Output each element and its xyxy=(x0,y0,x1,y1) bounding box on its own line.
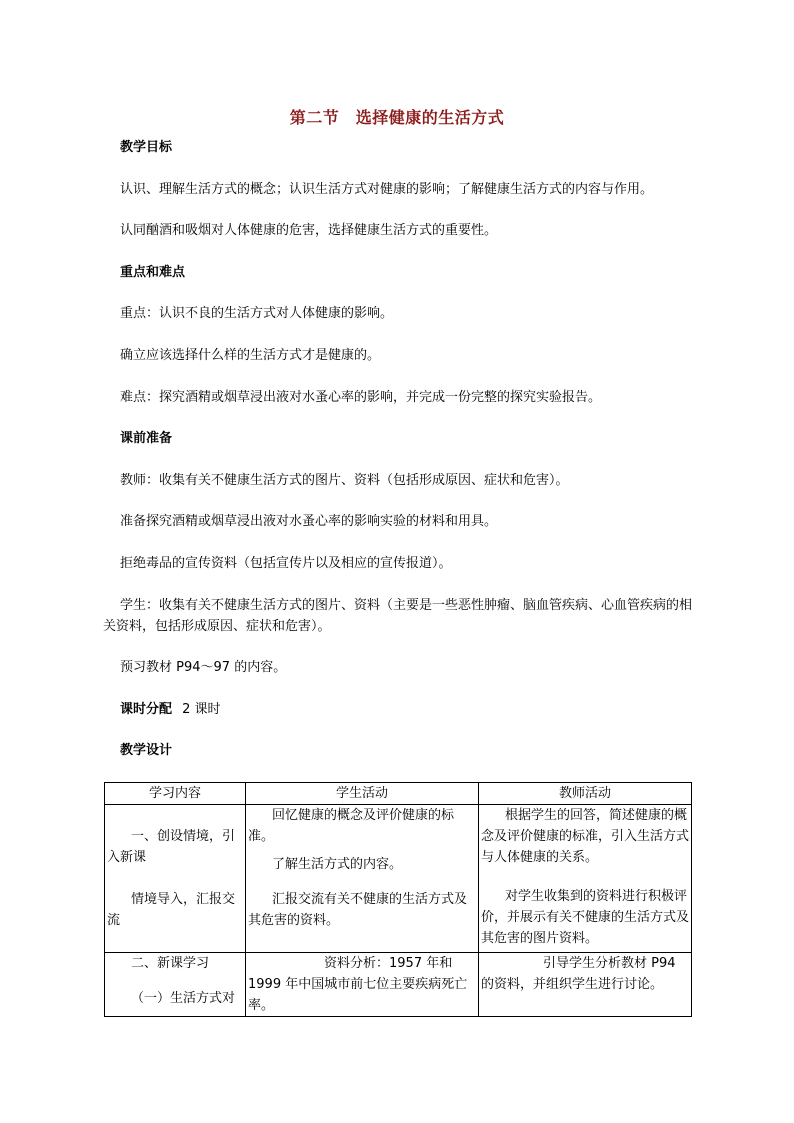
page-title: 第二节 选择健康的生活方式 xyxy=(289,108,505,127)
header-teacher: 教师活动 xyxy=(479,783,692,805)
row1-teacher-1: 根据学生的回答，简述健康的概念及评价健康的标准，引入生活方式与人体健康的关系。 xyxy=(481,808,690,865)
keypoint-paragraph-1: 重点：认识不良的生活方式对人体健康的影响。 xyxy=(120,306,394,321)
goals-paragraph-1: 认识、理解生活方式的概念；认识生活方式对健康的影响；了解健康生活方式的内容与作用。 xyxy=(120,182,654,197)
prep-paragraph-3: 拒绝毒品的宣传资料（包括宣传片以及相应的宣传报道）。 xyxy=(120,556,452,571)
hours-value: 2 课时 xyxy=(182,702,221,717)
design-heading: 教学设计 xyxy=(120,743,173,758)
goals-heading: 教学目标 xyxy=(120,140,173,155)
lesson-design-table xyxy=(104,782,692,1017)
table-row xyxy=(105,805,692,953)
keypoint-paragraph-3: 难点：探究酒精或烟草浸出液对水蚤心率的影响，并完成一份完整的探究实验报告。 xyxy=(120,390,602,405)
row1-student-cell xyxy=(246,805,479,953)
prep-paragraph-5: 预习教材 P94～97 的内容。 xyxy=(120,660,287,675)
row1-student-1: 回忆健康的概念及评价健康的标准。 xyxy=(248,808,455,844)
keypoints-heading: 重点和难点 xyxy=(120,265,186,280)
row1-content-2: 情境导入，汇报交流 xyxy=(107,892,236,928)
row2-content-cell xyxy=(105,953,246,1017)
row2-teacher-1: 引导学生分析教材 P94 的资料，并组织学生进行讨论。 xyxy=(481,956,676,992)
row2-teacher-cell xyxy=(479,953,692,1017)
header-student: 学生活动 xyxy=(246,783,479,805)
hours-line xyxy=(120,700,221,720)
table-header-row xyxy=(105,783,692,805)
keypoint-paragraph-2: 确立应该选择什么样的生活方式才是健康的。 xyxy=(120,348,381,363)
row2-content-1: 二、新课学习 xyxy=(131,956,210,971)
row1-student-3: 汇报交流有关不健康的生活方式及其危害的资料。 xyxy=(248,892,468,928)
hours-heading: 课时分配 xyxy=(120,702,173,717)
row2-student-cell xyxy=(246,953,479,1017)
row1-teacher-2: 对学生收集到的资料进行积极评价，并展示有关不健康的生活方式及其危害的图片资料。 xyxy=(481,889,690,946)
prep-heading: 课前准备 xyxy=(120,431,173,446)
row2-content-2: （一）生活方式对 xyxy=(131,991,236,1006)
table-row xyxy=(105,953,692,1017)
row1-content-1: 一、创设情境，引入新课 xyxy=(107,829,236,865)
prep-paragraph-1: 教师：收集有关不健康生活方式的图片、资料（包括形成原因、症状和危害）。 xyxy=(120,473,569,488)
row1-content-cell xyxy=(105,805,246,953)
prep-paragraph-2: 准备探究酒精或烟草浸出液对水蚤心率的影响实验的材料和用具。 xyxy=(120,514,498,529)
row2-student-1: 资料分析：1957 年和 1999 年中国城市前七位主要疾病死亡率。 xyxy=(248,956,468,1013)
header-content: 学习内容 xyxy=(105,783,246,805)
goals-paragraph-2: 认同酗酒和吸烟对人体健康的危害，选择健康生活方式的重要性。 xyxy=(120,223,498,238)
prep-paragraph-4: 学生：收集有关不健康生活方式的图片、资料（主要是一些恶性肿瘤、脑血管疾病、心血管疾病的相关资料，包括形成原因、症状和危害）。 xyxy=(103,598,693,634)
row1-teacher-cell xyxy=(479,805,692,953)
row1-student-2: 了解生活方式的内容。 xyxy=(272,857,403,872)
